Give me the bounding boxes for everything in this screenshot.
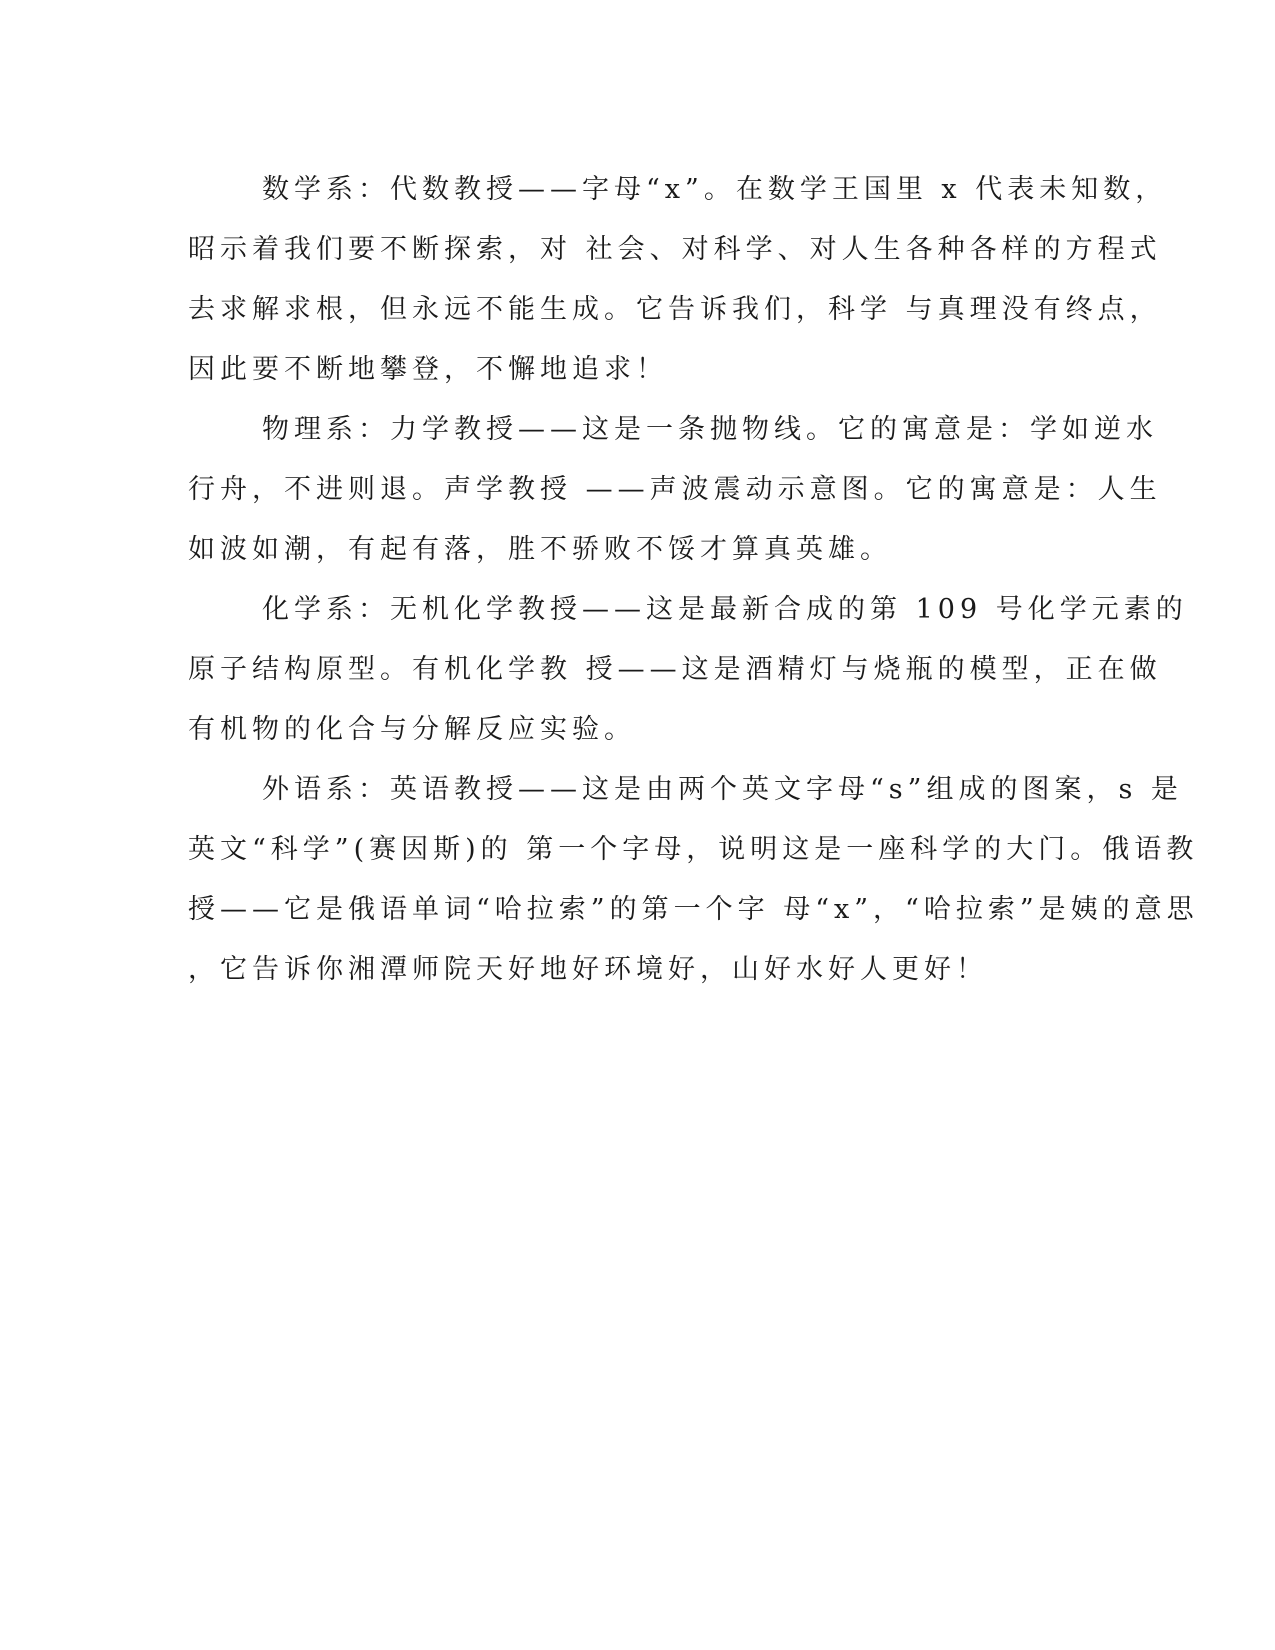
text-line: 授——它是俄语单词“哈拉索”的第一个字 母“x”，“哈拉索”是姨的意思 xyxy=(188,894,1199,925)
text-line: 数学系：代数教授——字母“x”。在数学王国里 x 代表未知数， xyxy=(262,174,1168,205)
paragraph-chemistry xyxy=(188,580,1188,760)
text-line: 有机物的化合与分解反应实验。 xyxy=(188,714,636,745)
text-line: 行舟，不进则退。声学教授 ——声波震动示意图。它的寓意是：人生 xyxy=(188,474,1162,505)
paragraph-math xyxy=(188,160,1168,400)
text-line: 如波如潮，有起有落，胜不骄败不馁才算真英雄。 xyxy=(188,534,892,565)
body-text xyxy=(188,160,1199,1000)
text-line: 昭示着我们要不断探索，对 社会、对科学、对人生各种各样的方程式 xyxy=(188,234,1162,265)
text-line: 因此要不断地攀登，不懈地追求！ xyxy=(188,354,668,385)
text-line: 物理系：力学教授——这是一条抛物线。它的寓意是：学如逆水 xyxy=(262,414,1158,445)
text-line: 英文“科学”(赛因斯)的 第一个字母，说明这是一座科学的大门。俄语教 xyxy=(188,834,1199,865)
text-line: 外语系：英语教授——这是由两个英文字母“s”组成的图案，s 是 xyxy=(262,774,1183,805)
text-line: 化学系：无机化学教授——这是最新合成的第 109 号化学元素的 xyxy=(262,594,1188,625)
text-line: 原子结构原型。有机化学教 授——这是酒精灯与烧瓶的模型，正在做 xyxy=(188,654,1162,685)
paragraph-foreign-languages xyxy=(188,760,1199,1000)
text-line: 去求解求根，但永远不能生成。它告诉我们，科学 与真理没有终点， xyxy=(188,294,1162,325)
paragraph-physics xyxy=(188,400,1162,580)
text-line: ，它告诉你湘潭师院天好地好环境好，山好水好人更好！ xyxy=(188,954,988,985)
